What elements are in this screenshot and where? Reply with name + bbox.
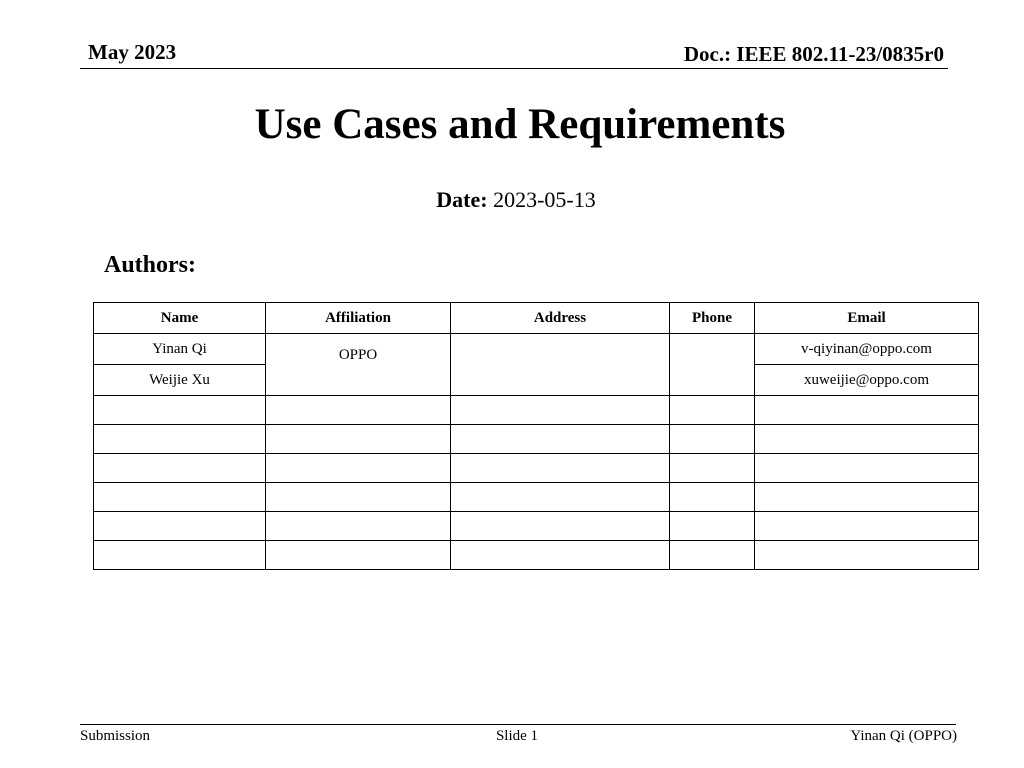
table-row-empty [94,541,979,570]
column-header-affiliation: Affiliation [266,303,451,334]
header-divider [80,68,948,69]
author-address [451,334,670,396]
header-doc-id: Doc.: IEEE 802.11-23/0835r0 [683,42,944,66]
table-row-empty [94,425,979,454]
date-line [0,187,1024,213]
column-header-address: Address [451,303,670,334]
table-row-empty [94,483,979,512]
author-phone [670,334,755,396]
author-name: Weijie Xu [94,365,266,396]
authors-table [93,302,979,570]
slide-title: Use Cases and Requirements [254,101,786,148]
table-row-empty [94,454,979,483]
date-value: 2023-05-13 [487,187,596,212]
table-header-row [94,303,979,334]
author-name: Yinan Qi [94,334,266,365]
author-email: v-qiyinan@oppo.com [755,334,979,365]
footer-divider [80,724,956,725]
table-row-empty [94,396,979,425]
date-label: Date: [436,187,488,212]
authors-heading: Authors: [104,252,197,278]
table-row-empty [94,512,979,541]
footer-submission: Submission [80,728,151,744]
author-affiliation: OPPO [266,334,451,396]
column-header-name: Name [94,303,266,334]
header-date: May 2023 [88,40,177,64]
footer-slide-number: Slide 1 [495,728,539,744]
table-row [94,334,979,365]
author-email: xuweijie@oppo.com [755,365,979,396]
column-header-email: Email [755,303,979,334]
footer-author: Yinan Qi (OPPO) [850,728,957,744]
column-header-phone: Phone [670,303,755,334]
